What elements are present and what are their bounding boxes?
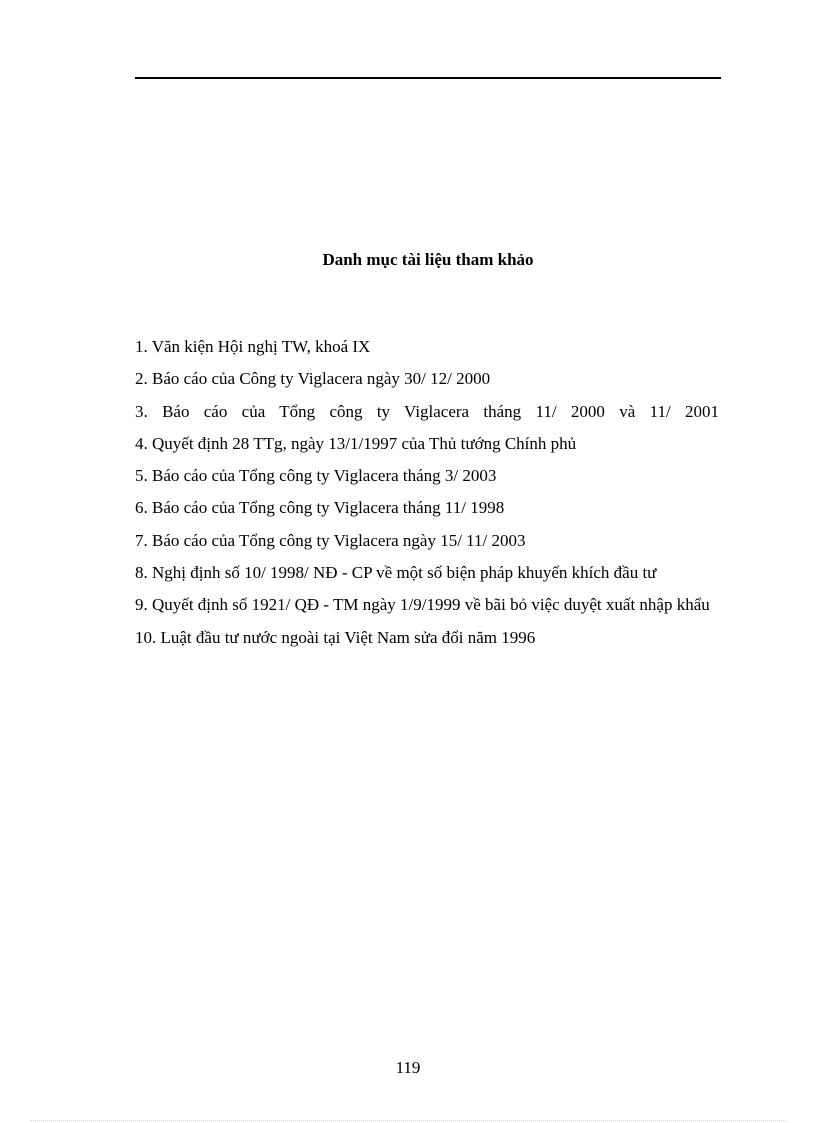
reference-item: 4. Quyết định 28 TTg, ngày 13/1/1997 của Thủ tướng Chính phủ <box>135 433 577 453</box>
reference-item: 2. Báo cáo của Công ty Viglacera ngày 30/ 12/ 2000 <box>135 369 491 389</box>
reference-item: 7. Báo cáo của Tổng công ty Viglacera ngày 15/ 11/ 2003 <box>135 530 526 550</box>
reference-item: 10. Luật đầu tư nước ngoài tại Việt Nam sửa đổi năm 1996 <box>135 627 536 647</box>
header-rule <box>135 77 721 79</box>
page-number: 119 <box>395 1058 421 1077</box>
reference-item: 9. Quyết định số 1921/ QĐ - TM ngày 1/9/1999 về bãi bỏ việc duyệt xuất nhập khẩu <box>135 595 710 615</box>
reference-item: 5. Báo cáo của Tổng công ty Viglacera tháng 3/ 2003 <box>135 466 497 486</box>
reference-item: 8. Nghị định số 10/ 1998/ NĐ - CP về một số biện pháp khuyến khích đầu tư <box>135 563 657 583</box>
page-bottom-border <box>30 1120 786 1121</box>
reference-item: 1. Văn kiện Hội nghị TW, khoá IX <box>135 337 371 356</box>
page-title: Danh mục tài liệu tham khảo <box>322 250 534 269</box>
reference-item: 6. Báo cáo của Tổng công ty Viglacera tháng 11/ 1998 <box>135 498 505 518</box>
reference-item: 3. Báo cáo của Tổng công ty Viglacera tháng 11/ 2000 và 11/ 2001 <box>135 401 719 421</box>
reference-list <box>135 331 719 654</box>
